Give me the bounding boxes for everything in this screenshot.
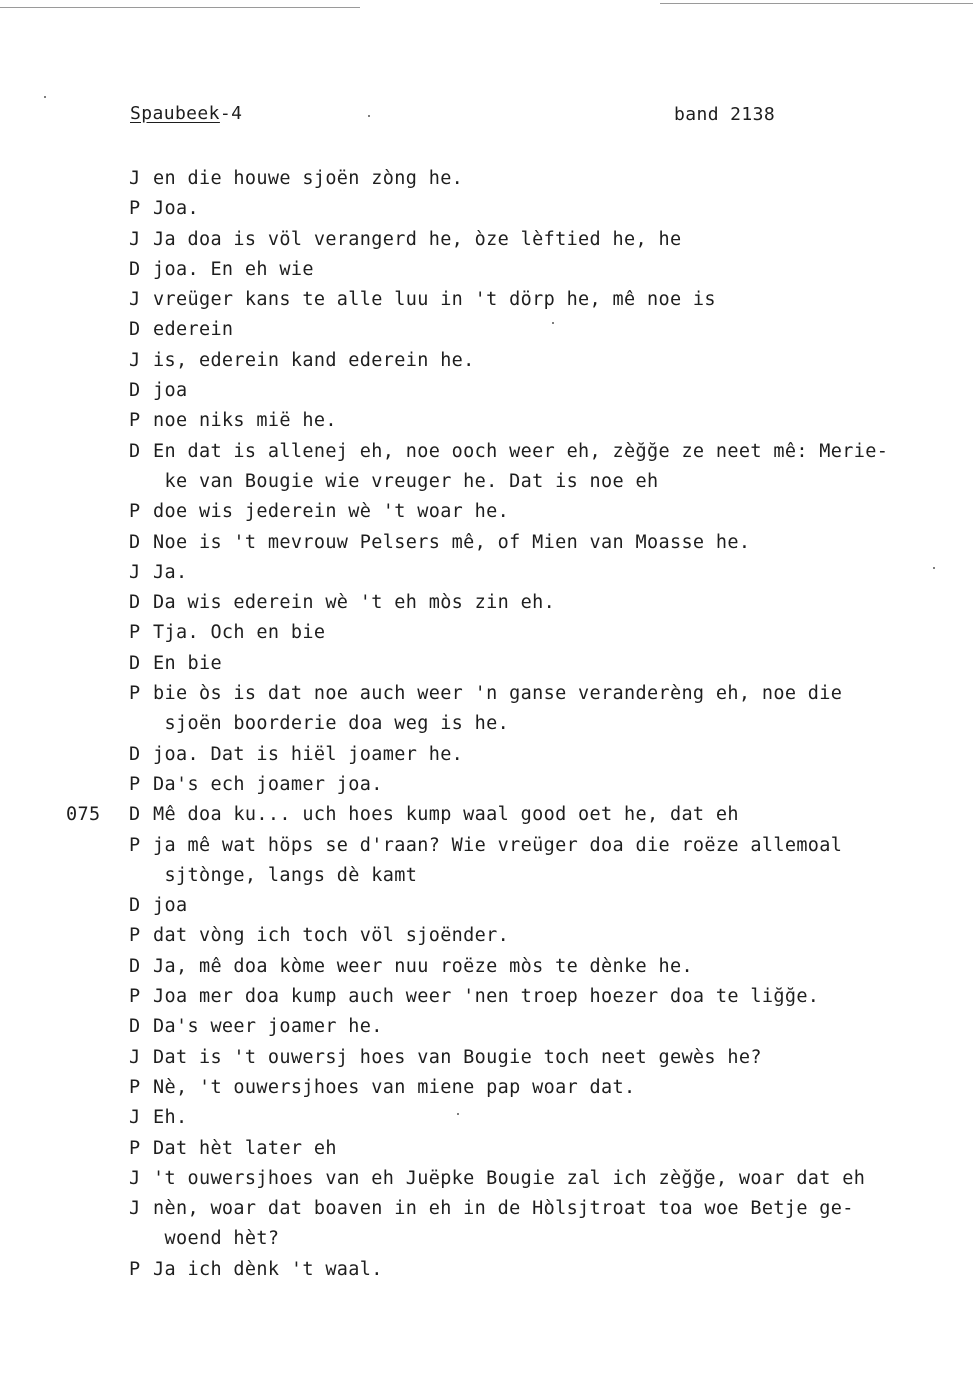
speaker-label: D — [129, 1016, 141, 1038]
utterance-text: Da wis ederein wè 't eh mòs zin eh. — [153, 592, 556, 614]
utterance-text: Ja doa is völ verangerd he, òze lèftied he, he — [153, 228, 682, 250]
transcript-continuation-line — [0, 467, 973, 497]
transcript — [0, 164, 973, 1285]
transcript-line — [0, 1164, 973, 1194]
transcript-line — [0, 1043, 973, 1073]
speaker-label: P — [129, 925, 141, 947]
document-page-number: -4 — [219, 103, 243, 124]
speaker-label: P — [129, 198, 141, 220]
transcript-line — [0, 558, 973, 588]
speaker-label: D — [129, 258, 141, 280]
utterance-text: bie òs is dat noe auch weer 'n ganse veranderèng eh, noe die — [153, 683, 843, 705]
speaker-label: J — [129, 561, 141, 583]
document-title — [130, 103, 242, 124]
transcript-line — [0, 679, 973, 709]
transcript-continuation-line — [0, 1224, 973, 1254]
speaker-label: D — [129, 804, 141, 826]
speaker-label: D — [129, 743, 141, 765]
speaker-label: P — [129, 1137, 141, 1159]
scan-artifact-line — [660, 3, 973, 4]
transcript-line — [0, 952, 973, 982]
transcript-line — [0, 346, 973, 376]
transcript-line — [0, 376, 973, 406]
utterance-text: Nè, 't ouwersjhoes van miene pap woar dat. — [153, 1076, 636, 1098]
utterance-text: En dat is allenej eh, noe ooch weer eh, zèğğe ze neet mê: Merie- — [153, 440, 889, 462]
speaker-label: D — [129, 380, 141, 402]
utterance-text: 't ouwersjhoes van eh Juëpke Bougie zal ich zèğğe, woar dat eh — [153, 1167, 866, 1189]
utterance-text: ke van Bougie wie vreuger he. Dat is noe eh — [153, 470, 659, 492]
transcript-line — [0, 1103, 973, 1133]
utterance-text: nèn, woar dat boaven in eh in de Hòlsjtroat toa woe Betje ge- — [153, 1198, 854, 1220]
transcript-line — [0, 1134, 973, 1164]
transcript-line — [0, 406, 973, 436]
speaker-label: P — [129, 1076, 141, 1098]
speaker-label: J — [129, 1107, 141, 1129]
utterance-text: is, ederein kand ederein he. — [153, 349, 475, 371]
utterance-text: Dat is 't ouwersj hoes van Bougie toch neet gewès he? — [153, 1046, 762, 1068]
utterance-text: Dat hèt later eh — [153, 1137, 337, 1159]
speaker-label: D — [129, 319, 141, 341]
transcript-line — [0, 528, 973, 558]
speaker-label: P — [129, 986, 141, 1008]
transcript-line — [0, 618, 973, 648]
speaker-label: J — [129, 1046, 141, 1068]
transcript-line — [0, 649, 973, 679]
transcript-line — [0, 740, 973, 770]
utterance-text: Joa mer doa kump auch weer 'nen troep hoezer doa te liğğe. — [153, 986, 820, 1008]
transcript-line — [0, 1255, 973, 1285]
scan-speck — [44, 96, 46, 98]
utterance-text: Da's ech joamer joa. — [153, 773, 383, 795]
speaker-label: J — [129, 289, 141, 311]
transcript-line — [0, 831, 973, 861]
utterance-text: sjtònge, langs dè kamt — [153, 864, 418, 886]
transcript-line — [0, 1073, 973, 1103]
speaker-label: P — [129, 834, 141, 856]
speaker-label: D — [129, 592, 141, 614]
counter-marker: 075 — [66, 804, 101, 826]
utterance-text: en die houwe sjoën zòng he. — [153, 168, 464, 189]
utterance-text: Tja. Och en bie — [153, 622, 326, 644]
utterance-text: Ja. — [153, 561, 188, 583]
utterance-text: Noe is 't mevrouw Pelsers mê, of Mien van Moasse he. — [153, 531, 751, 553]
utterance-text: noe niks mië he. — [153, 410, 337, 432]
scan-artifact-line — [0, 7, 360, 8]
utterance-text: joa. En eh wie — [153, 258, 314, 280]
transcript-line — [0, 921, 973, 951]
speaker-label: D — [129, 531, 141, 553]
transcript-line — [0, 437, 973, 467]
transcript-line — [0, 891, 973, 921]
utterance-text: Da's weer joamer he. — [153, 1016, 383, 1038]
speaker-label: P — [129, 622, 141, 644]
speaker-label: D — [129, 895, 141, 917]
speaker-label: D — [129, 440, 141, 462]
transcript-continuation-line — [0, 709, 973, 739]
transcript-line — [0, 255, 973, 285]
speaker-label: P — [129, 1258, 141, 1280]
speaker-label: P — [129, 410, 141, 432]
transcript-line — [0, 982, 973, 1012]
utterance-text: woend hèt? — [153, 1228, 280, 1250]
speaker-label: J — [129, 228, 141, 250]
speaker-label: D — [129, 955, 141, 977]
speaker-label: P — [129, 773, 141, 795]
utterance-text: Joa. — [153, 198, 199, 220]
utterance-text: doe wis jederein wè 't woar he. — [153, 501, 510, 523]
document-title-text: Spaubeek — [130, 103, 220, 124]
transcript-line — [0, 497, 973, 527]
utterance-text: ja mê wat höps se d'raan? Wie vreüger doa die roëze allemoal — [153, 834, 843, 856]
speaker-label: P — [129, 683, 141, 705]
transcript-line — [0, 770, 973, 800]
transcript-line — [0, 225, 973, 255]
transcript-line — [0, 1012, 973, 1042]
speaker-label: J — [129, 1167, 141, 1189]
utterance-text: sjoën boorderie doa weg is he. — [153, 713, 510, 735]
transcript-line — [0, 800, 973, 830]
transcript-line — [0, 285, 973, 315]
transcript-line — [0, 588, 973, 618]
speaker-label: J — [129, 168, 141, 189]
utterance-text: En bie — [153, 652, 222, 674]
utterance-text: joa — [153, 895, 188, 917]
utterance-text: Ja, mê doa kòme weer nuu roëze mòs te dènke he. — [153, 955, 693, 977]
utterance-text: joa. Dat is hiël joamer he. — [153, 743, 464, 765]
transcript-line — [0, 164, 973, 194]
speaker-label: P — [129, 501, 141, 523]
utterance-text: vreüger kans te alle luu in 't dörp he, mê noe is — [153, 289, 716, 311]
scan-speck — [368, 115, 370, 117]
transcript-continuation-line — [0, 861, 973, 891]
utterance-text: Mê doa ku... uch hoes kump waal good oet he, dat eh — [153, 804, 739, 826]
speaker-label: J — [129, 349, 141, 371]
band-number: band 2138 — [674, 104, 776, 125]
transcript-line — [0, 1194, 973, 1224]
transcript-line — [0, 315, 973, 345]
speaker-label: D — [129, 652, 141, 674]
utterance-text: Eh. — [153, 1107, 188, 1129]
utterance-text: dat vòng ich toch völ sjoënder. — [153, 925, 510, 947]
utterance-text: ederein — [153, 319, 234, 341]
transcript-line — [0, 194, 973, 224]
speaker-label: J — [129, 1198, 141, 1220]
utterance-text: Ja ich dènk 't waal. — [153, 1258, 383, 1280]
utterance-text: joa — [153, 380, 188, 402]
